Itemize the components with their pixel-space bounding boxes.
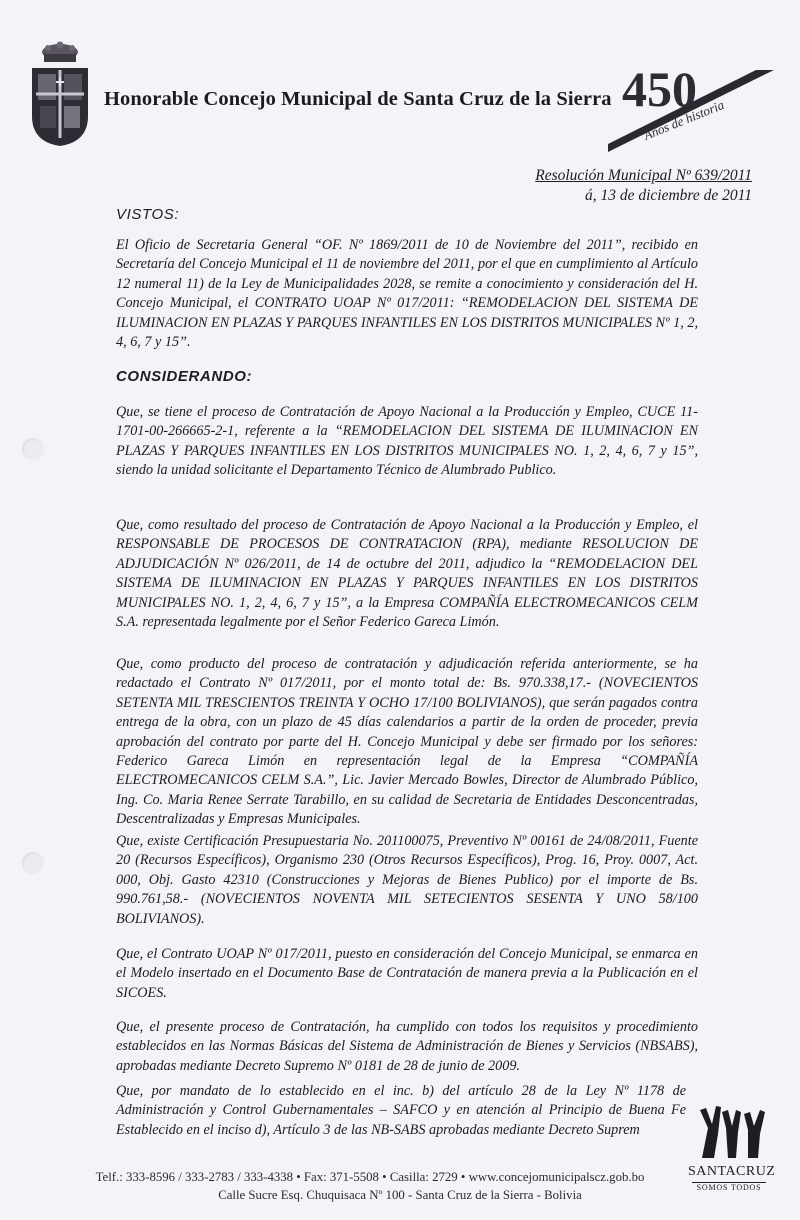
anniversary-text: Años de historia <box>641 96 727 143</box>
considerando-paragraph-1: Que, se tiene el proceso de Contratación de Apoyo Nacional a la Producción y Empleo, CUCE 11-1701-00-266665-2-1, referente a la “REMODELACION DEL SISTEMA DE ILUMINACION EN PLAZAS Y PARQUES INFANTILES EN LOS DISTRITOS MUNICIPALES NO. 1, 2, 4, 6, 7 y 15”, siendo la unidad solicitante el Departamento Técnico de Alumbrado Publico. <box>116 404 698 479</box>
raised-hands-icon <box>688 1098 770 1162</box>
considerando-paragraph-3: Que, como producto del proceso de contratación y adjudicación referida anteriormente, se ha redactado el Contrato Nº 017/2011, por el monto total de: Bs. 970.338,17.- (NOVECIENTOS SETENTA MIL TRESCIENTOS TREINTA Y OCHO 17/100 BOLIVIANOS), que serán pagados contra entrega de la obra, con un plazo de 45 días calendarios a partir de la orden de proceder, previa aprobación del contrato por parte del H. Concejo Municipal y debe ser firmado por los señores: Federico Gareca Limón en representación legal de la Empresa “COMPAÑÍA ELECTROMECANICOS CELM S.A.”, Lic. Javier Mercado Bowles, Director de Alumbrado Público, Ing. Co. Maria Renee Serrate Tarabillo, en su calidad de Secretaria de Entidades Desconcentradas, Descentralizadas y Empresas Municipales. <box>116 656 698 828</box>
considerando-paragraph-7: Que, por mandato de lo establecido en el inc. b) del artículo 28 de la Ley Nº 1178 de Administración y Control Gubernamentales – SAFCO y en atención al Principio de Buena Fe Establecido en el inciso d), Artículo 3 de las NB-SABS aprobadas mediante Decreto Suprem <box>116 1083 686 1138</box>
considerando-heading: CONSIDERANDO: <box>116 368 253 385</box>
considerando-paragraph-6: Que, el presente proceso de Contratación, ha cumplido con todos los requisitos y procedimiento establecidos en las Normas Básicas del Sistema de Administración de Bienes y Servicios (NBSABS), aprobadas mediante Decreto Supremo Nº 0181 de 28 de junio de 2009. <box>116 1019 698 1074</box>
punch-hole <box>22 438 44 460</box>
punch-hole <box>22 852 44 874</box>
logo-text: SANTACRUZ <box>688 1164 776 1179</box>
vistos-heading: VISTOS: <box>116 206 180 223</box>
logo-subtext: SOMOS TODOS <box>692 1182 766 1192</box>
footer-address: Calle Sucre Esq. Chuquisaca Nº 100 - Santa Cruz de la Sierra - Bolivia <box>218 1188 582 1202</box>
resolution-title: Resolución Municipal Nº 639/2011 <box>535 167 752 184</box>
anniversary-logo <box>606 48 776 156</box>
organization-name: Honorable Concejo Municipal de Santa Cruz de la Sierra <box>104 88 612 110</box>
resolution-header <box>535 166 752 206</box>
footer-contact: Telf.: 333-8596 / 333-2783 / 333-4338 • Fax: 371-5508 • Casilla: 2729 • www.concejomunicipalscz.gob.bo <box>95 1170 645 1184</box>
considerando-paragraph-2: Que, como resultado del proceso de Contratación de Apoyo Nacional a la Producción y Empleo, el RESPONSABLE DE PROCESOS DE CONTRATACION (RPA), mediante RESOLUCION DE ADJUDICACIÓN Nº 026/2011, de 14 de octubre del 2011, adjudico la “REMODELACION DEL SISTEMA DE ILUMINACION EN PLAZAS Y PARQUES INFANTILES EN LOS DISTRITOS MUNICIPALES NO. 1, 2, 4, 6, 7 y 15”, a la Empresa COMPAÑÍA ELECTROMECANICOS CELM S.A. representada legalmente por el Señor Federico Gareca Limón. <box>116 517 698 631</box>
considerando-paragraph-4: Que, existe Certificación Presupuestaria No. 201100075, Preventivo Nº 00161 de 24/08/2011, Fuente 20 (Recursos Específicos), Organismo 230 (Otros Recursos Específicos), Prog. 16, Proy. 0007, Act. 000, Obj. Gasto 42310 (Construcciones y Mejoras de Bienes Publico) por el importe de Bs. 990.761,58.- (NOVECIENTOS NOVENTA MIL SETECIENTOS SESENTA Y UNO 58/100 BOLIVIANOS). <box>116 833 698 927</box>
santa-cruz-logo <box>688 1098 776 1198</box>
anniversary-number: 450 <box>622 61 697 117</box>
vistos-paragraph: El Oficio de Secretaria General “OF. Nº 1869/2011 de 10 de Noviembre del 2011”, recibido en Secretaría del Concejo Municipal el 11 de noviembre del 2011, por el que en cumplimiento al Artículo 12 numeral 11) de la Ley de Municipalidades 2028, se remite a conocimiento y consideración del H. Concejo Municipal, el CONTRATO UOAP Nº 017/2011: “REMODELACION DEL SISTEMA DE ILUMINACION EN PLAZAS Y PARQUES INFANTILES EN LOS DISTRITOS MUNICIPALES Nº 1, 2, 4, 6, 7 y 15”. <box>116 237 698 351</box>
considerando-paragraph-5: Que, el Contrato UOAP Nº 017/2011, puesto en consideración del Concejo Municipal, se enmarca en el Modelo insertado en el Documento Base de Contratación de manera previa a la Publicación en el SICOES. <box>116 946 698 1001</box>
municipal-crest-icon <box>26 38 94 148</box>
resolution-date: á, 13 de diciembre de 2011 <box>584 187 752 204</box>
